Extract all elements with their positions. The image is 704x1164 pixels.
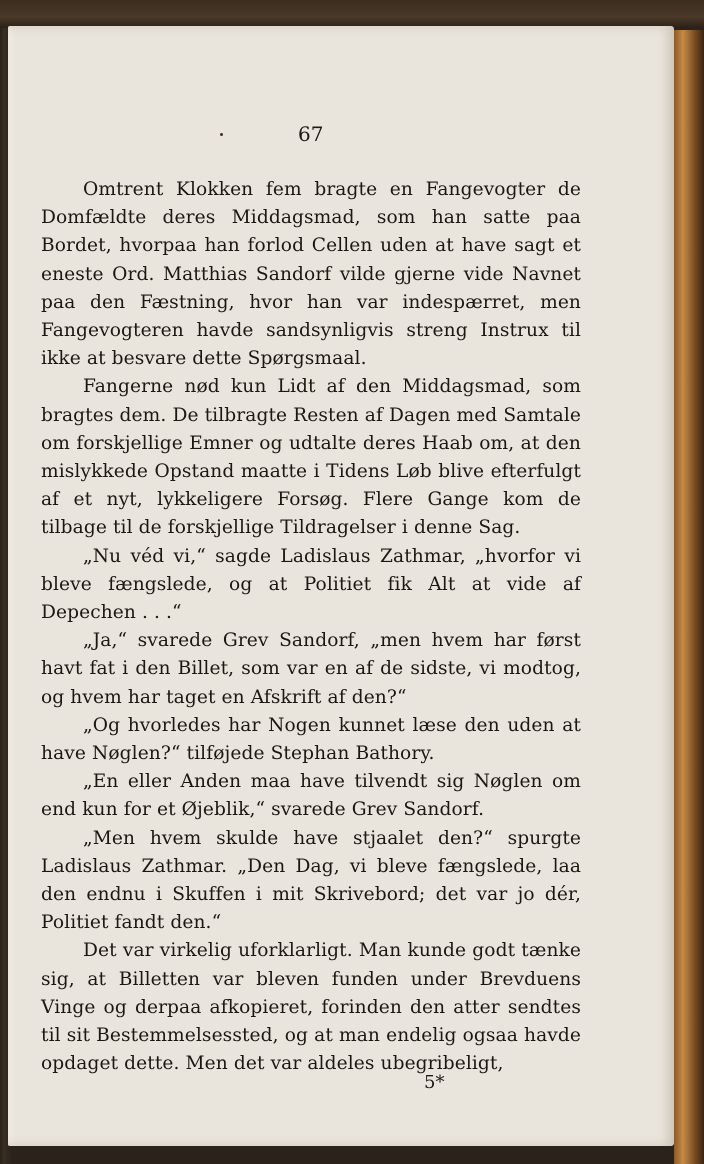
paragraph: „Ja,“ svarede Grev Sandorf, „men hvem har først havt fat i den Billet, som var en af de sidste, vi modtog, og hvem har taget en Afskrift af den?“ [41, 630, 581, 708]
paragraph: „Men hvem skulde have stjaalet den?“ spurgte Ladislaus Zathmar. „Den Dag, vi bleve fængslede, laa den endnu i Skuffen i mit Skrivebord; det var jo dér, Politiet fandt den.“ [41, 827, 581, 934]
paragraph: „En eller Anden maa have tilvendt sig Nøglen om end kun for et Øjeblik,“ svarede Grev Sandorf. [41, 771, 581, 821]
paragraph: Det var virkelig uforklarligt. Man kunde godt tænke sig, at Billetten var bleven funden under Brevduens Vinge og derpaa afkopieret, forinden den atter sendtes til sit Bestemmelsessted, og at man endelig ogsaa havde opdaget dette. Men det var aldeles ubegribeligt, [41, 940, 581, 1075]
paragraph: Fangerne nød kun Lidt af den Middagsmad, som bragtes dem. De tilbragte Resten af Dagen med Samtale om forskjellige Emner og udtalte deres Haab om, at den mislykkede Opstand maatte i Tidens Løb blive efterfulgt af et nyt, lykkeligere Forsøg. Flere Gange kom de tilbage til de forskjellige Tildragelser i denne Sag. [41, 376, 581, 539]
book-page [8, 26, 674, 1146]
paragraph: „Og hvorledes har Nogen kunnet læse den uden at have Nøglen?“ tilføjede Stephan Bathory. [41, 714, 581, 765]
paragraph: „Nu véd vi,“ sagde Ladislaus Zathmar, „hvorfor vi bleve fængslede, og at Politiet fik Alt at vide af Depechen . . .“ [41, 545, 581, 624]
page-number: 67 [298, 122, 324, 146]
page-text [41, 176, 581, 1079]
paragraph: Omtrent Klokken fem bragte en Fangevogter de Domfældte deres Middagsmad, som han satte paa Bordet, hvorpaa han forlod Cellen uden at have sagt et eneste Ord. Matthias Sandorf vilde gjerne vide Navnet paa den Fæstning, hvor han var indespærret, men Fangevogteren havde sandsynligvis streng Instrux til ikke at besvare dette Spørgsmaal. [41, 179, 581, 370]
book-top-edge [0, 0, 704, 28]
signature-mark: 5* [424, 1072, 445, 1093]
book-right-edge [674, 30, 704, 1164]
ink-speck [220, 133, 223, 136]
